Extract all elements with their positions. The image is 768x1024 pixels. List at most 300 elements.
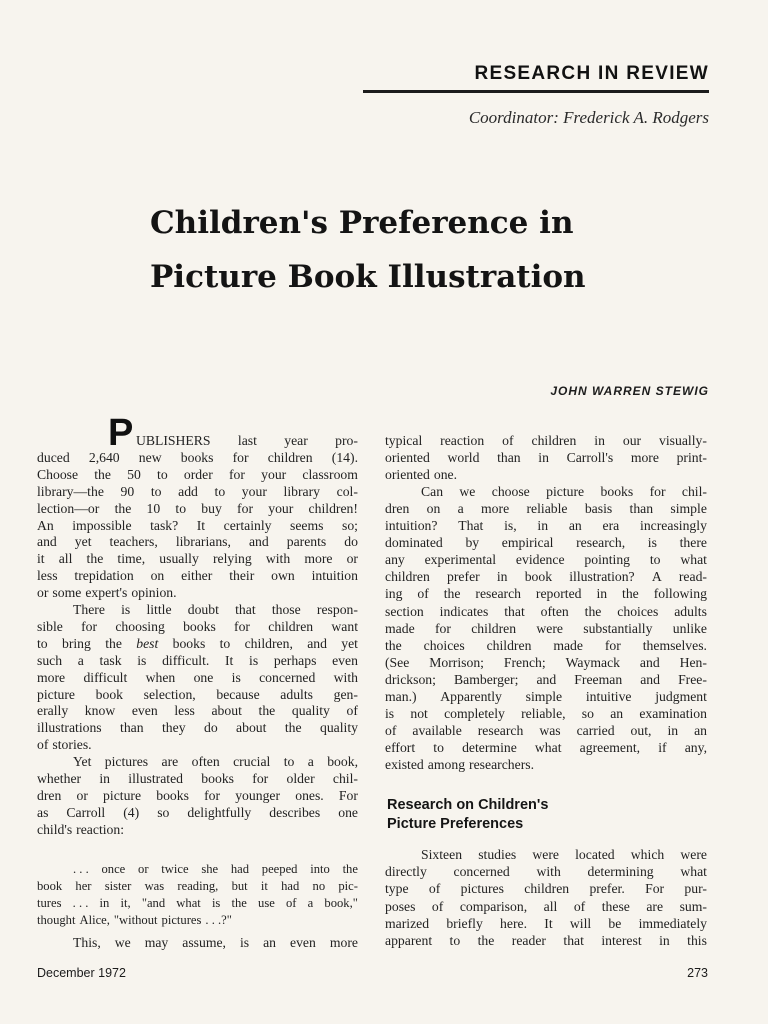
word: For [338,787,358,803]
word: teachers, [109,534,158,550]
word: ing [385,586,403,602]
issue-date: December 1972 [37,966,126,980]
text-line [73,860,358,878]
word: are [161,754,179,770]
word: Carroll's [566,450,614,466]
word: more [481,501,510,517]
word: here. [500,915,528,931]
word: marized [385,915,430,931]
word: library—the [37,483,104,499]
text-line [73,753,358,771]
word: may [144,935,169,950]
word: children [531,433,577,448]
word: sum- [679,898,707,914]
text-line [37,635,358,653]
word: 90 [120,483,135,499]
word: immediately [638,915,707,931]
word: less [37,568,58,584]
text-line [37,804,358,822]
text-line [37,517,358,535]
word: and [307,635,327,651]
word: more [304,551,333,567]
word: not [410,705,428,721]
word: an [610,705,624,721]
word: in [496,569,508,585]
word: new [138,449,162,465]
word: reliable, [521,705,566,721]
word: illustrations [37,720,102,736]
word: assume, [182,935,226,950]
word: studies [478,847,517,862]
word: that [235,602,256,617]
word: reader [511,933,546,948]
word: typical [385,433,423,448]
word: or [138,862,149,876]
word: yet [74,534,92,550]
text-line [385,603,707,621]
text-line [37,550,358,568]
word: we [459,484,476,500]
word: our [622,433,642,448]
word: pictures [104,754,149,770]
word: "and [141,895,166,910]
word: A [651,569,662,585]
word: comparison, [459,898,528,914]
word: a [77,652,84,668]
word: were [532,847,559,862]
word: Freeman [574,671,623,687]
word: little [146,602,172,617]
word: once [101,862,126,876]
word: Carroll [66,804,106,820]
word: is [211,895,221,910]
word: child's [37,821,73,837]
word: picture [103,787,142,803]
text-line [385,654,707,672]
word: Can [421,484,444,500]
text-line [37,618,358,636]
word: indicates [439,603,489,619]
word: thought [37,912,76,927]
word: directly [385,864,427,880]
word: on [150,568,165,584]
word: substantially [583,620,653,636]
article-title [150,196,670,304]
word: apparent [385,933,433,948]
word: with [536,864,561,880]
word: to [157,466,168,482]
word: they [162,720,186,736]
word: those [271,602,301,617]
word: an [694,722,707,738]
text-line [73,934,358,952]
text-line [421,846,707,864]
word: expert's [85,585,128,601]
subheading-line-2: Picture Preferences [387,816,524,832]
text-line [37,500,358,518]
word: basis [584,501,613,517]
text-line [385,756,707,774]
word: on [426,501,441,517]
word: intuitive [585,688,632,704]
word: Bamberger; [454,671,519,687]
text-line [37,911,358,929]
word: in [99,771,111,786]
section-subheading [387,796,707,834]
word: task? [150,517,179,533]
word: because [216,686,260,702]
word: any [385,552,405,568]
word: type [385,881,409,897]
text-line [37,877,358,895]
word: of [385,722,397,738]
word: delightfully [187,804,252,820]
text-line [385,620,707,638]
word: use [258,895,275,910]
text-line [136,432,358,450]
word: we [114,935,131,950]
word: than [629,501,654,517]
word: time, [117,551,146,567]
word: pro- [335,433,358,448]
word: Choose [37,466,79,482]
word: and [248,534,269,550]
word: is [121,602,131,617]
word: often [191,754,220,770]
word: children [524,881,570,897]
word: books [180,449,214,465]
word: to [283,754,295,770]
word: Waymack [565,654,620,670]
text-line [73,601,358,619]
word: any, [684,739,707,755]
word: made [553,637,583,653]
word: book [95,686,124,702]
word: was [144,878,165,893]
word: she [201,862,219,876]
word: of [573,898,586,914]
text-line [385,637,707,655]
word: trepidation [74,568,134,584]
word: often [540,603,569,619]
word: available [412,722,462,738]
word: pic- [338,878,358,893]
word: it [260,878,268,893]
word: are [646,898,664,914]
word: children [385,569,430,585]
word: carried [576,722,615,738]
word: relying [212,551,252,567]
word: want [331,618,358,634]
text-line [37,686,358,704]
word: to [150,483,162,499]
word: oriented [385,450,430,466]
word: this [687,933,707,948]
word: book [524,569,553,585]
word: these [601,898,630,914]
word: quality [291,703,330,719]
word: and [639,654,660,670]
word: children [267,449,313,465]
word: were [536,620,563,636]
text-line [385,671,707,689]
word: picture [546,484,585,500]
word: so [581,705,594,721]
word: themselves. [642,637,707,653]
text-line [37,669,358,687]
word: parents [286,534,327,550]
text-line [385,585,707,603]
word: of [346,703,358,719]
word: world [447,450,480,466]
word: selection, [143,686,196,702]
word: the [622,586,639,602]
word: reported [535,586,582,602]
word: do [344,534,358,550]
word: An [37,517,54,533]
author-byline: JOHN WARREN STEWIG [550,384,709,398]
word: as [37,804,49,820]
word: of [428,881,441,897]
word: so; [342,517,358,533]
word: the [477,933,495,948]
word: usually [159,551,199,567]
word: reaction [440,433,485,448]
text-line [385,705,707,723]
word: bring [61,635,91,651]
word: children [471,620,517,636]
word: following [653,586,707,602]
word: best [136,635,159,651]
word: French; [503,654,546,670]
word: perhaps [273,652,317,668]
text-line [37,567,358,585]
text-line [37,533,358,551]
word: to [433,739,444,755]
word: the [258,703,276,719]
word: be [608,915,622,931]
word: in [99,895,110,910]
word: book [37,878,63,893]
word: among [427,756,466,772]
word: difficult. [162,652,210,668]
word: That [458,518,484,534]
word: had [281,878,300,893]
word: evidence [515,552,565,568]
word: books [172,635,206,651]
word: the [86,551,104,567]
word: for [434,620,451,636]
word: researchers. [469,756,535,772]
word: for [649,484,666,500]
word: era [602,518,620,534]
word: It [544,915,553,931]
word: either [181,568,213,584]
word: that [504,603,525,619]
word: "without [113,912,158,927]
word: pur- [684,881,707,897]
text-line [385,432,707,450]
word: children [268,618,314,634]
word: choosing [115,618,165,634]
word: with [265,551,291,567]
word: her [75,878,92,893]
word: for [81,618,98,634]
word: your [241,483,267,499]
text-line [385,517,707,535]
word: choices [423,637,465,653]
subheading-line-1: Research on Children's [387,797,549,813]
word: year [284,433,308,448]
text-line [37,652,358,670]
word: add [178,483,198,499]
word: . . .?" [205,912,232,927]
word: a [307,754,314,770]
word: examination [639,705,707,721]
word: for [604,637,621,653]
word: all [543,898,558,914]
word: younger [235,787,281,803]
word: Morrison; [429,654,484,670]
word: book," [324,895,358,910]
word: book, [327,754,358,770]
word: in [596,586,608,602]
word: of [431,898,444,914]
word: dren [385,501,410,517]
word: 50 [127,466,141,482]
word: children [486,637,532,653]
word: and [536,671,557,687]
text-line [37,466,358,484]
text-line [385,915,707,933]
word: unlike [672,620,707,636]
word: will [569,915,592,931]
word: stories. [52,737,92,753]
word: (See [385,654,410,670]
word: to [175,500,187,516]
word: picture [37,686,76,702]
word: opinion. [131,585,177,601]
word: . . . [73,862,89,876]
word: sible [37,618,63,634]
word: duced [37,449,70,465]
word: the [342,862,358,876]
word: do [203,720,218,736]
word: illustrated [128,771,184,786]
text-line [385,500,707,518]
word: for [234,618,250,634]
word: man.) [385,688,417,704]
word: your [261,466,287,482]
word: concerned [259,669,316,685]
word: librarians, [175,534,231,550]
word: read- [678,569,707,585]
word: Free- [678,671,707,687]
word: that [563,933,584,948]
word: for [228,466,245,482]
word: in [667,722,679,738]
text-line [385,898,707,916]
word: so [157,804,170,820]
text-line [385,739,707,757]
word: Alice, [79,912,110,927]
word: empirical [501,535,554,551]
word: or [346,551,358,567]
word: difficult [83,669,128,685]
word: simple [525,688,563,704]
word: the [584,603,602,619]
word: to [219,635,231,651]
text-line [37,770,358,788]
word: (4) [123,804,140,820]
word: prefer [447,569,480,585]
word: what [680,864,707,880]
word: last [237,433,257,448]
word: concerned [453,864,510,880]
word: buy [201,500,222,516]
word: even [332,652,358,668]
word: when [145,669,176,685]
word: older [286,771,315,786]
word: for [252,771,269,786]
word: one [338,804,358,820]
text-line [37,719,358,737]
text-line [385,722,707,740]
word: it, [120,895,131,910]
word: effort [385,739,416,755]
word: is, [504,518,517,534]
word: or [76,787,88,803]
word: in [538,450,549,466]
word: chil- [681,484,707,500]
word: certainly [223,517,272,533]
word: section [385,603,424,619]
word: to [449,933,461,948]
header-rule [363,90,709,93]
word: your [268,500,294,516]
word: lection—or [37,500,100,516]
word: to [214,483,226,499]
text-line [385,880,707,898]
word: children! [308,500,358,516]
word: is [137,652,147,668]
text-line [37,787,358,805]
word: crucial [233,754,271,770]
word: is [239,935,250,950]
word: about [236,720,267,736]
word: located [575,847,615,862]
text-line [37,821,358,839]
word: illustration? [569,569,635,585]
word: experimental [424,552,497,568]
word: know [84,703,116,719]
word: 2,640 [88,449,120,465]
word: which [630,847,665,862]
word: UBLISHERS [136,433,211,448]
word: reliable [526,501,568,517]
word: some [52,585,82,601]
word: reaction: [76,821,125,837]
word: books [600,484,634,500]
word: determining [587,864,654,880]
word: 10 [146,500,161,516]
word: (14). [331,449,358,465]
section-header: RESEARCH IN REVIEW [474,63,709,84]
word: out, [630,722,652,738]
word: an [568,518,582,534]
text-line [37,483,358,501]
word: their [229,568,255,584]
